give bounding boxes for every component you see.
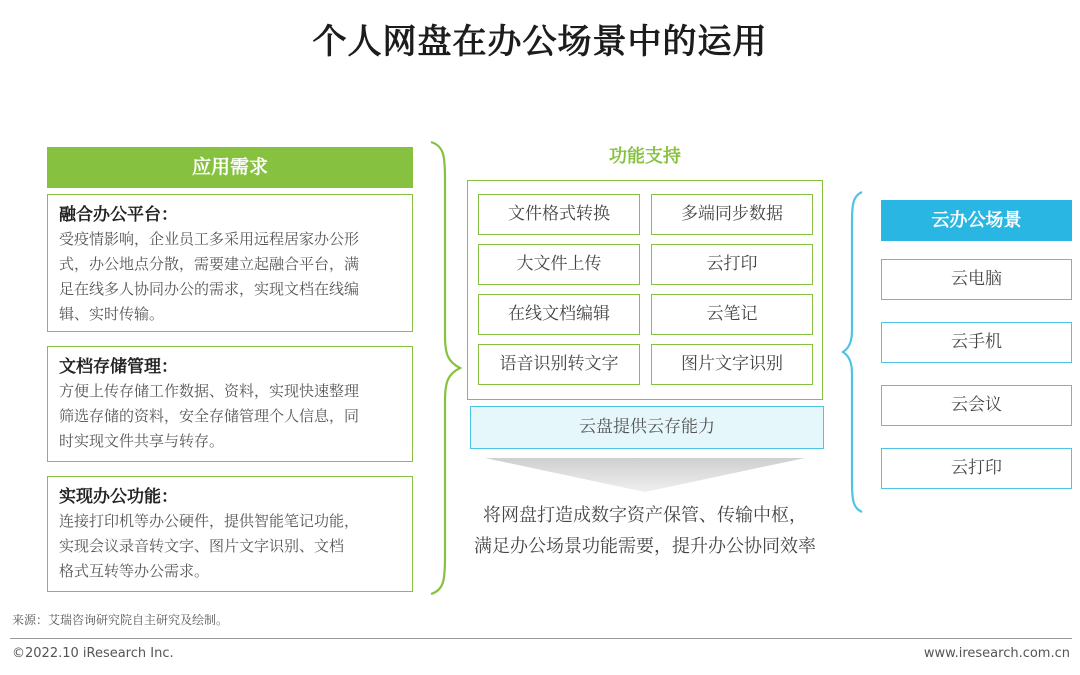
scenes-header: 云办公场景: [881, 200, 1072, 241]
function-item: 语音识别转文字: [478, 344, 640, 385]
cloud-storage-base: 云盘提供云存能力: [470, 406, 824, 449]
needs-header: 应用需求: [47, 147, 413, 188]
function-item: 在线文档编辑: [478, 294, 640, 335]
scene-item-cloud-print: 云打印: [881, 448, 1072, 489]
need-text-line: 辑、实时传输。: [59, 305, 165, 323]
function-item: 多端同步数据: [651, 194, 813, 235]
summary-line: 满足办公场景功能需要，提升办公协同效率: [474, 536, 816, 557]
scene-item-cloud-meeting: 云会议: [881, 385, 1072, 426]
need-card-integrated-office: [47, 194, 413, 332]
copyright: ©2022.10 iResearch Inc.: [12, 646, 174, 661]
need-text-line: 实现会议录音转文字、图片文字识别、文档: [59, 537, 345, 555]
function-item: 图片文字识别: [651, 344, 813, 385]
website-url: www.iresearch.com.cn: [923, 646, 1070, 661]
need-text-line: 筛选存储的资料，安全存储管理个人信息，同: [59, 407, 360, 425]
need-card-document-storage: [47, 346, 413, 462]
down-arrow-icon: [467, 454, 823, 494]
need-title: 融合办公平台：: [59, 205, 178, 225]
summary-text: [440, 500, 850, 562]
scene-item-cloud-phone: 云手机: [881, 322, 1072, 363]
page-title: 个人网盘在办公场景中的运用: [312, 22, 768, 62]
functions-header: 功能支持: [609, 146, 681, 167]
need-text-line: 足在线多人协同办公的需求，实现文档在线编: [59, 280, 360, 298]
need-card-office-functions: [47, 476, 413, 592]
need-title: 文档存储管理：: [59, 357, 178, 377]
function-item: 文件格式转换: [478, 194, 640, 235]
need-text-line: 格式互转等办公需求。: [59, 562, 210, 580]
need-text-line: 时实现文件共享与转存。: [59, 432, 225, 450]
need-text-line: 式，办公地点分散，需要建立起融合平台，满: [59, 255, 360, 273]
footer-divider: [10, 638, 1072, 639]
function-item: 云打印: [651, 244, 813, 285]
blue-brace-icon: [838, 190, 868, 514]
function-item: 大文件上传: [478, 244, 640, 285]
summary-line: 将网盘打造成数字资产保管、传输中枢，: [483, 505, 807, 526]
need-title: 实现办公功能：: [59, 487, 178, 507]
need-text-line: 受疫情影响，企业员工多采用远程居家办公形: [59, 230, 360, 248]
scene-item-cloud-pc: 云电脑: [881, 259, 1072, 300]
source-note: 来源：艾瑞咨询研究院自主研究及绘制。: [12, 613, 229, 627]
need-text-line: 连接打印机等办公硬件，提供智能笔记功能，: [59, 512, 360, 530]
need-text-line: 方便上传存储工作数据、资料，实现快速整理: [59, 382, 360, 400]
function-item: 云笔记: [651, 294, 813, 335]
